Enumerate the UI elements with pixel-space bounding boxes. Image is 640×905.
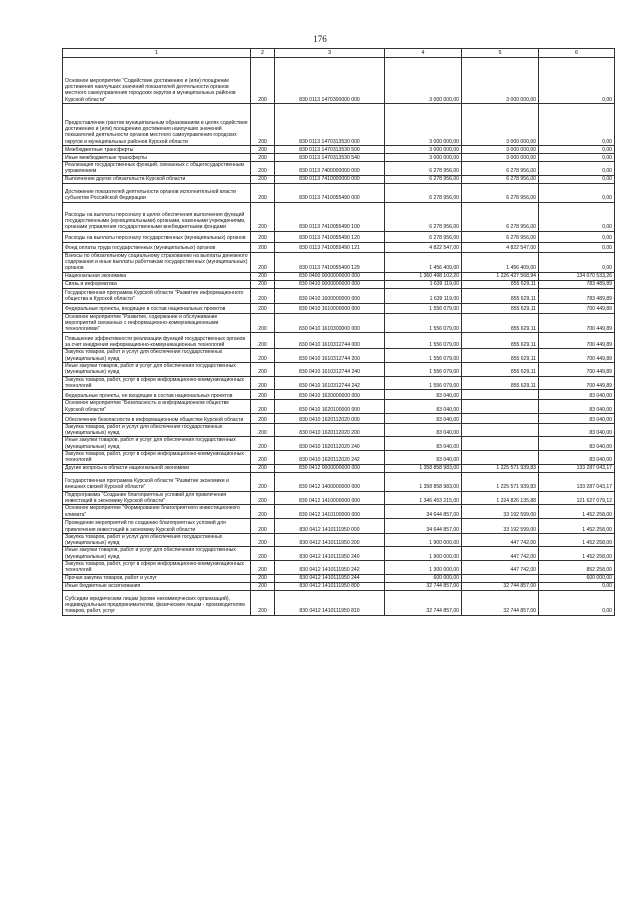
row-code-cell: 830 0410 1610312744 242 — [275, 376, 385, 390]
row-executed-cell: 6 278 956,00 — [462, 162, 539, 176]
row-remainder-cell: 133 287 043,17 — [539, 464, 615, 472]
column-header: 4 — [385, 49, 462, 58]
row-grbs-cell: 200 — [251, 242, 275, 252]
row-planned-cell: 1 360 498 102,20 — [385, 272, 462, 280]
row-grbs-cell: 200 — [251, 363, 275, 377]
table-row — [63, 242, 615, 252]
row-planned-cell: 1 556 079,00 — [385, 376, 462, 390]
row-executed-cell: 6 278 956,00 — [462, 175, 539, 183]
row-grbs-cell: 200 — [251, 574, 275, 582]
row-grbs-cell: 200 — [251, 464, 275, 472]
row-executed-cell: 1 456 409,00 — [462, 252, 539, 272]
table-row — [63, 202, 615, 231]
table-row — [63, 231, 615, 242]
row-grbs-cell: 200 — [251, 437, 275, 451]
row-grbs-cell: 200 — [251, 472, 275, 491]
row-name-cell: Связь и информатика — [63, 280, 251, 288]
row-executed-cell: 1 225 571 939,83 — [462, 464, 539, 472]
row-remainder-cell: 0,00 — [539, 252, 615, 272]
row-planned-cell: 3 000 000,00 — [385, 58, 462, 104]
row-executed-cell: 32 744 857,00 — [462, 590, 539, 615]
row-grbs-cell: 200 — [251, 202, 275, 231]
row-planned-cell: 1 300 000,00 — [385, 561, 462, 575]
table-row — [63, 288, 615, 303]
row-planned-cell: 83 040,00 — [385, 437, 462, 451]
row-name-cell: Государственная программа Курской области "Развитие экономики и внешних связей Курской области" — [63, 472, 251, 491]
row-code-cell: 830 0410 1620112020 242 — [275, 451, 385, 465]
row-name-cell: Расходы на выплаты персоналу государственных (муниципальных) органов — [63, 231, 251, 242]
row-planned-cell: 83 040,00 — [385, 413, 462, 423]
row-planned-cell: 6 278 956,00 — [385, 183, 462, 202]
row-executed-cell: 3 000 000,00 — [462, 146, 539, 154]
row-grbs-cell: 200 — [251, 349, 275, 363]
table-row — [63, 313, 615, 333]
row-grbs-cell: 200 — [251, 231, 275, 242]
column-header: 1 — [63, 49, 251, 58]
table-row — [63, 582, 615, 590]
row-code-cell: 830 0410 1620000000 000 — [275, 390, 385, 400]
column-header: 6 — [539, 49, 615, 58]
row-code-cell: 830 0113 1470313530 500 — [275, 146, 385, 154]
row-planned-cell: 600 000,00 — [385, 574, 462, 582]
row-remainder-cell: 121 627 079,12 — [539, 491, 615, 505]
row-remainder-cell: 852 258,00 — [539, 561, 615, 575]
row-code-cell: 830 0412 1400000000 000 — [275, 472, 385, 491]
row-name-cell: Проведение мероприятий по созданию благоприятных условий для привлечения инвестиций в экономику Курской области — [63, 518, 251, 533]
row-planned-cell: 1 358 858 983,00 — [385, 472, 462, 491]
row-code-cell: 830 0410 1620112020 000 — [275, 413, 385, 423]
row-planned-cell: 3 000 000,00 — [385, 154, 462, 162]
table-row — [63, 561, 615, 575]
row-remainder-cell: 0,00 — [539, 202, 615, 231]
row-remainder-cell: 0,00 — [539, 162, 615, 176]
row-grbs-cell: 200 — [251, 533, 275, 547]
row-code-cell: 830 0410 1610312744 200 — [275, 349, 385, 363]
row-executed-cell: 855 629,11 — [462, 288, 539, 303]
row-code-cell: 830 0412 0000000000 000 — [275, 464, 385, 472]
table-row — [63, 349, 615, 363]
table-row — [63, 437, 615, 451]
row-name-cell: Закупка товаров, работ, услуг в сфере информационно-коммуникационных технологий — [63, 561, 251, 575]
row-remainder-cell: 83 040,00 — [539, 437, 615, 451]
row-executed-cell: 33 192 599,00 — [462, 518, 539, 533]
row-name-cell: Иные бюджетные ассигнования — [63, 582, 251, 590]
row-remainder-cell: 0,00 — [539, 582, 615, 590]
row-remainder-cell: 700 449,89 — [539, 349, 615, 363]
table-row — [63, 547, 615, 561]
row-remainder-cell: 83 040,00 — [539, 423, 615, 437]
table-row — [63, 376, 615, 390]
column-header: 3 — [275, 49, 385, 58]
table-row — [63, 400, 615, 414]
row-name-cell: Расходы на выплаты персоналу в целях обеспечения выполнения функций государственными (муниципальными) органами, казенными учреждениями, органами управления государственными внебюджетными фондами — [63, 202, 251, 231]
row-executed-cell: 447 742,00 — [462, 561, 539, 575]
row-remainder-cell: 0,00 — [539, 104, 615, 146]
row-name-cell: Национальная экономика — [63, 272, 251, 280]
row-planned-cell: 1 556 079,00 — [385, 349, 462, 363]
row-grbs-cell: 200 — [251, 390, 275, 400]
row-grbs-cell: 200 — [251, 58, 275, 104]
row-executed-cell — [462, 574, 539, 582]
table-row — [63, 413, 615, 423]
table-row — [63, 146, 615, 154]
row-executed-cell: 855 629,11 — [462, 333, 539, 349]
row-name-cell: Федеральные проекты, не входящие в состав национальных проектов — [63, 390, 251, 400]
table-row — [63, 183, 615, 202]
row-name-cell: Выполнение других обязательств Курской области — [63, 175, 251, 183]
row-planned-cell: 6 278 956,00 — [385, 175, 462, 183]
row-remainder-cell: 133 287 043,17 — [539, 472, 615, 491]
row-planned-cell: 1 900 000,00 — [385, 547, 462, 561]
row-code-cell: 830 0412 1410111950 200 — [275, 533, 385, 547]
row-code-cell: 830 0410 1610312744 240 — [275, 363, 385, 377]
row-planned-cell: 1 358 858 983,00 — [385, 464, 462, 472]
row-remainder-cell: 0,00 — [539, 175, 615, 183]
row-executed-cell: 6 278 956,00 — [462, 183, 539, 202]
row-code-cell: 830 0113 7410055490 000 — [275, 183, 385, 202]
row-grbs-cell: 200 — [251, 252, 275, 272]
table-row — [63, 518, 615, 533]
row-code-cell: 830 0410 1600000000 000 — [275, 288, 385, 303]
row-planned-cell: 1 556 079,00 — [385, 313, 462, 333]
row-name-cell: Иные межбюджетные трансферты — [63, 154, 251, 162]
row-name-cell: Взносы по обязательному социальному страхованию на выплаты денежного содержания и иные выплаты работникам государственных (муниципальных) органов — [63, 252, 251, 272]
row-planned-cell: 83 040,00 — [385, 390, 462, 400]
row-planned-cell: 1 900 000,00 — [385, 533, 462, 547]
table-row — [63, 303, 615, 313]
row-name-cell: Государственная программа Курской области "Развитие информационного общества в Курской области" — [63, 288, 251, 303]
row-planned-cell: 83 040,00 — [385, 451, 462, 465]
row-remainder-cell: 783 489,89 — [539, 288, 615, 303]
row-planned-cell: 6 278 956,00 — [385, 231, 462, 242]
row-executed-cell: 1 224 826 135,88 — [462, 491, 539, 505]
table-row — [63, 491, 615, 505]
row-code-cell: 830 0410 1610300000 000 — [275, 313, 385, 333]
row-remainder-cell: 83 040,00 — [539, 390, 615, 400]
row-executed-cell: 6 278 956,00 — [462, 202, 539, 231]
column-header: 5 — [462, 49, 539, 58]
row-code-cell: 830 0113 7400000000 000 — [275, 162, 385, 176]
row-executed-cell: 6 278 956,00 — [462, 231, 539, 242]
column-header: 2 — [251, 49, 275, 58]
row-planned-cell: 32 744 857,00 — [385, 590, 462, 615]
column-number-row — [63, 49, 615, 58]
row-remainder-cell: 783 489,89 — [539, 280, 615, 288]
row-code-cell: 830 0400 0000000000 000 — [275, 272, 385, 280]
row-planned-cell: 1 556 079,00 — [385, 303, 462, 313]
row-name-cell: Иные закупки товаров, работ и услуг для обеспечения государственных (муниципальных) нужд — [63, 437, 251, 451]
row-executed-cell: 32 744 857,00 — [462, 582, 539, 590]
row-code-cell: 830 0412 1410111950 800 — [275, 582, 385, 590]
row-executed-cell: 855 629,11 — [462, 349, 539, 363]
row-executed-cell: 33 192 599,00 — [462, 505, 539, 519]
row-grbs-cell: 200 — [251, 154, 275, 162]
row-code-cell: 830 0410 1620100000 000 — [275, 400, 385, 414]
row-name-cell: Реализация государственных функций, связанных с общегосударственным управлением — [63, 162, 251, 176]
table-row — [63, 423, 615, 437]
row-name-cell: Субсидии юридическим лицам (кроме некоммерческих организаций), индивидуальным предпринимателям, физическим лицам - производителям товаров, работ, услуг — [63, 590, 251, 615]
row-planned-cell: 3 000 000,00 — [385, 104, 462, 146]
row-name-cell: Фонд оплаты труда государственных (муниципальных) органов — [63, 242, 251, 252]
row-name-cell: Достижение показателей деятельности органов исполнительной власти субъектов Российской Федерации — [63, 183, 251, 202]
row-remainder-cell: 600 000,00 — [539, 574, 615, 582]
row-planned-cell: 1 456 409,00 — [385, 252, 462, 272]
table-row — [63, 574, 615, 582]
table-row — [63, 175, 615, 183]
row-grbs-cell: 200 — [251, 505, 275, 519]
table-row — [63, 390, 615, 400]
row-grbs-cell: 200 — [251, 313, 275, 333]
row-remainder-cell: 0,00 — [539, 242, 615, 252]
row-grbs-cell: 200 — [251, 376, 275, 390]
row-planned-cell: 34 644 857,00 — [385, 518, 462, 533]
row-grbs-cell: 200 — [251, 518, 275, 533]
row-code-cell: 830 0410 1610000000 000 — [275, 303, 385, 313]
row-executed-cell: 855 629,11 — [462, 376, 539, 390]
row-executed-cell: 1 225 571 939,83 — [462, 472, 539, 491]
row-remainder-cell: 0,00 — [539, 154, 615, 162]
table-row — [63, 272, 615, 280]
row-planned-cell: 1 556 079,00 — [385, 363, 462, 377]
row-executed-cell — [462, 390, 539, 400]
row-remainder-cell: 1 452 258,00 — [539, 518, 615, 533]
row-grbs-cell: 200 — [251, 491, 275, 505]
page-number: 176 — [313, 34, 327, 44]
row-executed-cell: 3 000 000,00 — [462, 154, 539, 162]
row-code-cell: 830 0113 1470313530 000 — [275, 104, 385, 146]
row-code-cell: 830 0412 1410111950 240 — [275, 547, 385, 561]
row-grbs-cell: 200 — [251, 547, 275, 561]
row-remainder-cell: 700 449,89 — [539, 363, 615, 377]
row-planned-cell: 4 822 547,00 — [385, 242, 462, 252]
row-name-cell: Обеспечение безопасности в информационном обществе Курской области — [63, 413, 251, 423]
row-grbs-cell: 200 — [251, 175, 275, 183]
row-planned-cell: 32 744 857,00 — [385, 582, 462, 590]
row-code-cell: 830 0412 1410111950 244 — [275, 574, 385, 582]
row-grbs-cell: 200 — [251, 146, 275, 154]
row-code-cell: 830 0410 1610312744 000 — [275, 333, 385, 349]
row-grbs-cell: 200 — [251, 288, 275, 303]
row-remainder-cell: 134 070 533,26 — [539, 272, 615, 280]
table-row — [63, 280, 615, 288]
row-code-cell: 830 0113 1470313530 540 — [275, 154, 385, 162]
row-name-cell: Иные закупки товаров, работ и услуг для обеспечения государственных (муниципальных) нужд — [63, 547, 251, 561]
row-executed-cell — [462, 400, 539, 414]
row-planned-cell: 1 639 119,00 — [385, 288, 462, 303]
row-remainder-cell: 0,00 — [539, 58, 615, 104]
row-executed-cell: 855 629,11 — [462, 280, 539, 288]
row-grbs-cell: 200 — [251, 333, 275, 349]
row-code-cell: 830 0412 1410111950 242 — [275, 561, 385, 575]
row-remainder-cell: 700 449,89 — [539, 333, 615, 349]
row-executed-cell — [462, 413, 539, 423]
row-planned-cell: 1 556 079,00 — [385, 333, 462, 349]
row-code-cell: 830 0113 7410055490 120 — [275, 231, 385, 242]
table-row — [63, 472, 615, 491]
row-name-cell: Основное мероприятие "Безопасность в информационном обществе Курской области" — [63, 400, 251, 414]
row-code-cell: 830 0412 1410000000 000 — [275, 491, 385, 505]
row-name-cell: Закупка товаров, работ и услуг для обеспечения государственных (муниципальных) нужд — [63, 349, 251, 363]
row-planned-cell: 83 040,00 — [385, 400, 462, 414]
table-row — [63, 451, 615, 465]
row-planned-cell: 1 346 453 215,00 — [385, 491, 462, 505]
row-remainder-cell: 700 449,89 — [539, 376, 615, 390]
row-name-cell: Основное мероприятие "Формирование благоприятного инвестиционного климата" — [63, 505, 251, 519]
row-name-cell: Предоставление грантов муниципальным образованиям в целях содействия достижению и (или) поощрению достижения наилучших значений показателей деятельности органов местного самоуправления городских округов и муниципальных районов Курской области — [63, 104, 251, 146]
row-grbs-cell: 200 — [251, 561, 275, 575]
row-code-cell: 830 0113 7410000000 000 — [275, 175, 385, 183]
row-remainder-cell: 1 452 258,00 — [539, 547, 615, 561]
row-name-cell: Основное мероприятие "Содействие достижению и (или) поощрение достижения наилучших значений показателей деятельности органов местного самоуправления городских округов и муниципальных районов Курской области" — [63, 58, 251, 104]
row-remainder-cell: 83 040,00 — [539, 400, 615, 414]
table-row — [63, 505, 615, 519]
row-remainder-cell: 1 452 258,00 — [539, 533, 615, 547]
row-code-cell: 830 0113 7410055490 100 — [275, 202, 385, 231]
table-row — [63, 154, 615, 162]
row-code-cell: 830 0113 7410055490 121 — [275, 242, 385, 252]
row-executed-cell: 447 742,00 — [462, 547, 539, 561]
row-grbs-cell: 200 — [251, 400, 275, 414]
row-code-cell: 830 0412 1410111950 810 — [275, 590, 385, 615]
row-grbs-cell: 200 — [251, 162, 275, 176]
table-row — [63, 252, 615, 272]
row-grbs-cell: 200 — [251, 272, 275, 280]
row-remainder-cell: 83 040,00 — [539, 413, 615, 423]
row-grbs-cell: 200 — [251, 280, 275, 288]
row-executed-cell — [462, 437, 539, 451]
row-name-cell: Федеральные проекты, входящие в состав национальных проектов — [63, 303, 251, 313]
row-name-cell: Другие вопросы в области национальной экономики — [63, 464, 251, 472]
row-code-cell: 830 0412 1410111950 000 — [275, 518, 385, 533]
row-name-cell: Закупка товаров, работ и услуг для обеспечения государственных (муниципальных) нужд — [63, 533, 251, 547]
row-executed-cell: 3 000 000,00 — [462, 58, 539, 104]
row-name-cell: Закупка товаров, работ, услуг в сфере информационно-коммуникационных технологий — [63, 451, 251, 465]
row-code-cell: 830 0113 7410055490 129 — [275, 252, 385, 272]
row-grbs-cell: 200 — [251, 183, 275, 202]
table-row — [63, 533, 615, 547]
row-name-cell: Межбюджетные трансферты — [63, 146, 251, 154]
row-remainder-cell: 700 449,89 — [539, 303, 615, 313]
table-row — [63, 464, 615, 472]
row-grbs-cell: 200 — [251, 423, 275, 437]
row-executed-cell: 1 226 427 568,94 — [462, 272, 539, 280]
table-row — [63, 333, 615, 349]
row-planned-cell: 6 278 956,00 — [385, 162, 462, 176]
row-remainder-cell: 0,00 — [539, 146, 615, 154]
row-executed-cell — [462, 423, 539, 437]
row-remainder-cell: 0,00 — [539, 183, 615, 202]
table-row — [63, 162, 615, 176]
row-grbs-cell: 200 — [251, 413, 275, 423]
row-executed-cell: 4 822 547,00 — [462, 242, 539, 252]
row-name-cell: Повышение эффективности реализации функций государственных органов за счет внедрения информационно-коммуникационных технологий — [63, 333, 251, 349]
row-name-cell: Подпрограмма "Создание благоприятных условий для привлечения инвестиций в экономику Курской области" — [63, 491, 251, 505]
row-code-cell: 830 0410 1620112020 240 — [275, 437, 385, 451]
row-remainder-cell: 83 040,00 — [539, 451, 615, 465]
budget-execution-table — [62, 48, 615, 616]
row-name-cell: Закупка товаров, работ и услуг для обеспечения государственных (муниципальных) нужд — [63, 423, 251, 437]
row-executed-cell: 855 629,11 — [462, 313, 539, 333]
row-planned-cell: 34 644 857,00 — [385, 505, 462, 519]
row-code-cell: 830 0410 0000000000 000 — [275, 280, 385, 288]
table-row — [63, 58, 615, 104]
row-grbs-cell: 200 — [251, 451, 275, 465]
row-executed-cell: 3 000 000,00 — [462, 104, 539, 146]
row-remainder-cell: 1 452 258,00 — [539, 505, 615, 519]
table-row — [63, 104, 615, 146]
row-name-cell: Прочая закупка товаров, работ и услуг — [63, 574, 251, 582]
row-remainder-cell: 0,00 — [539, 590, 615, 615]
row-code-cell: 830 0412 1410100000 000 — [275, 505, 385, 519]
row-grbs-cell: 200 — [251, 582, 275, 590]
row-planned-cell: 1 639 119,00 — [385, 280, 462, 288]
row-grbs-cell: 200 — [251, 590, 275, 615]
row-name-cell: Основное мероприятие "Развитие, содержание и обслуживание мероприятий связанных с информационно-коммуникационными технологиями" — [63, 313, 251, 333]
row-code-cell: 830 0410 1620112020 200 — [275, 423, 385, 437]
row-remainder-cell: 700 449,89 — [539, 313, 615, 333]
row-remainder-cell: 0,00 — [539, 231, 615, 242]
row-code-cell: 830 0113 1470300000 000 — [275, 58, 385, 104]
row-executed-cell: 855 629,11 — [462, 303, 539, 313]
table-row — [63, 590, 615, 615]
row-executed-cell: 447 742,00 — [462, 533, 539, 547]
row-executed-cell — [462, 451, 539, 465]
row-planned-cell: 83 040,00 — [385, 423, 462, 437]
row-executed-cell: 855 629,11 — [462, 363, 539, 377]
row-name-cell: Иные закупки товаров, работ и услуг для обеспечения государственных (муниципальных) нужд — [63, 363, 251, 377]
row-grbs-cell: 200 — [251, 303, 275, 313]
row-grbs-cell: 200 — [251, 104, 275, 146]
row-planned-cell: 3 000 000,00 — [385, 146, 462, 154]
row-planned-cell: 6 278 956,00 — [385, 202, 462, 231]
table-row — [63, 363, 615, 377]
row-name-cell: Закупка товаров, работ, услуг в сфере информационно-коммуникационных технологий — [63, 376, 251, 390]
